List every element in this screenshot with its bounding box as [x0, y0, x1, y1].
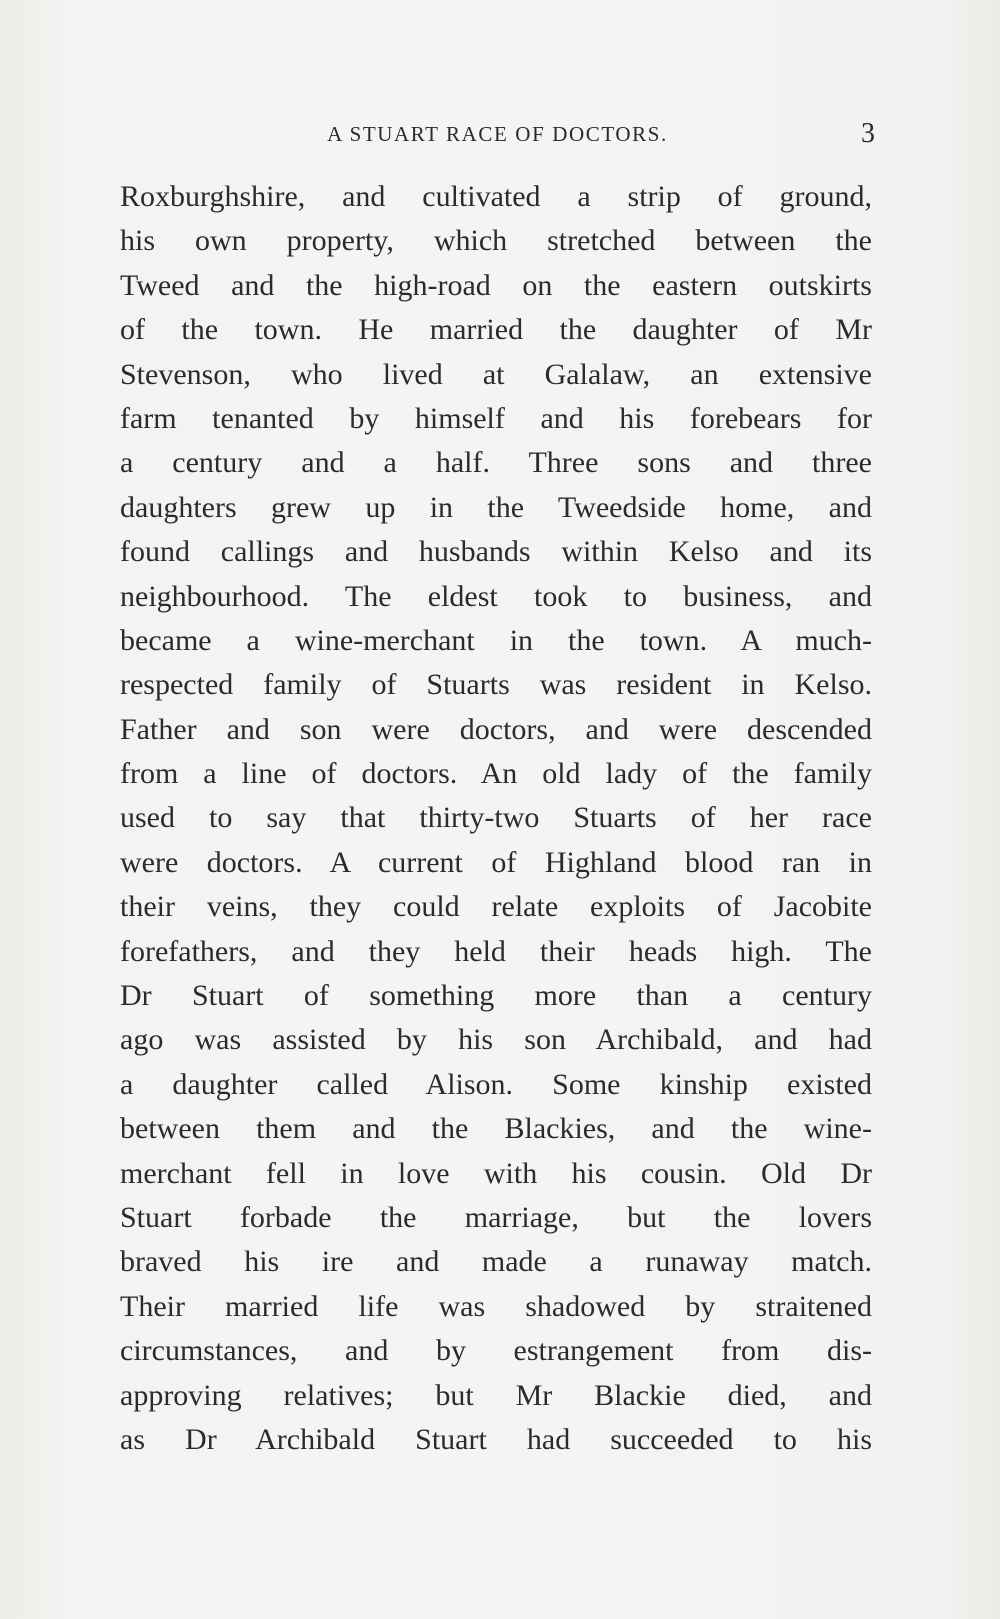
- text-line: a daughter called Alison. Some kinship existed: [120, 1067, 872, 1101]
- running-title: A STUART RACE OF DOCTORS.: [327, 122, 668, 146]
- text-line: neighbourhood. The eldest took to business, and: [120, 579, 872, 613]
- text-line: were doctors. A current of Highland blood ran in: [120, 845, 872, 879]
- text-line: his own property, which stretched between the: [120, 224, 872, 258]
- text-line: as Dr Archibald Stuart had succeeded to his: [120, 1422, 872, 1456]
- text-line: used to say that thirty-two Stuarts of her race: [120, 801, 872, 835]
- text-line: respected family of Stuarts was resident in Kelso.: [120, 668, 872, 702]
- text-line: farm tenanted by himself and his forebears for: [120, 401, 872, 435]
- text-line: became a wine-merchant in the town. A much-: [120, 623, 872, 657]
- text-line: between them and the Blackies, and the wine-: [120, 1112, 872, 1146]
- text-line: Stevenson, who lived at Galalaw, an extensive: [120, 357, 872, 391]
- text-line: daughters grew up in the Tweedside home, and: [120, 490, 872, 524]
- page-number: 3: [861, 118, 875, 149]
- text-line: Tweed and the high-road on the eastern outskirts: [120, 268, 872, 302]
- text-line: Father and son were doctors, and were descended: [120, 712, 872, 746]
- body-text: [120, 175, 872, 1462]
- text-line: a century and a half. Three sons and three: [120, 446, 872, 480]
- text-line: their veins, they could relate exploits of Jacobite: [120, 890, 872, 924]
- text-line: Dr Stuart of something more than a century: [120, 979, 872, 1013]
- text-line: approving relatives; but Mr Blackie died, and: [120, 1378, 872, 1412]
- text-line: Roxburghshire, and cultivated a strip of ground,: [120, 180, 872, 213]
- running-head: [120, 118, 875, 154]
- text-line: from a line of doctors. An old lady of the family: [120, 757, 872, 791]
- text-line: Stuart forbade the marriage, but the lovers: [120, 1200, 872, 1234]
- text-line: forefathers, and they held their heads high. The: [120, 934, 872, 968]
- text-line: ago was assisted by his son Archibald, and had: [120, 1023, 872, 1057]
- text-line: merchant fell in love with his cousin. Old Dr: [120, 1156, 872, 1190]
- text-line: circumstances, and by estrangement from dis-: [120, 1334, 872, 1368]
- text-line: Their married life was shadowed by straitened: [120, 1289, 872, 1323]
- text-line: of the town. He married the daughter of Mr: [120, 313, 872, 347]
- text-line: braved his ire and made a runaway match.: [120, 1245, 872, 1279]
- text-line: found callings and husbands within Kelso and its: [120, 535, 872, 569]
